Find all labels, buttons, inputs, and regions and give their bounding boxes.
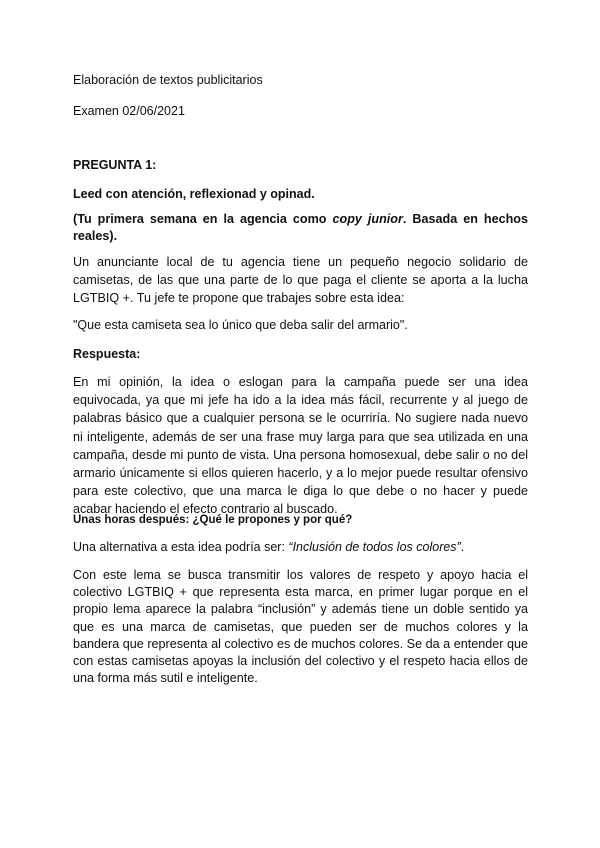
answer-title: Respuesta: (73, 347, 141, 361)
question-context (73, 211, 528, 245)
context-post: . Basada en hechos reales). (73, 212, 529, 243)
question-instruction: Leed con atención, reflexionad y opinad. (73, 187, 315, 201)
alt-pre: Una alternativa a esta idea podría ser: (73, 540, 289, 554)
course-title: Elaboración de textos publicitarios (73, 73, 263, 87)
alt-slogan: “Inclusión de todos los colores” (288, 540, 461, 554)
question-title: PREGUNTA 1: (73, 158, 157, 172)
exam-date: Examen 02/06/2021 (73, 104, 185, 118)
question-quote: "Que esta camiseta sea lo único que deba salir del armario". (73, 318, 408, 332)
answer-paragraph-1: En mi opinión, la idea o eslogan para la campaña puede ser una idea equivocada, ya que mi jefe ha ido a la idea más fácil, recurrente y al juego de palabras básico que a cualquier persona se le ocurriría. No sugiere nada nuevo ni inteligente, además de ser una frase muy larga para que sea utilizada en una campaña, desde mi punto de vista. Una persona homosexual, debe salir o no del armario únicamente si ellos quieren hacerlo, y a lo mejor puede resultar ofensivo para este colectivo, que una marca le diga lo que debe o no hacer y puede acabar haciendo el efecto contrario al buscado. (73, 375, 528, 517)
context-pre: (Tu primera semana en la agencia como (73, 212, 333, 226)
answer-paragraph-2: Con este lema se busca transmitir los valores de respeto y apoyo hacia el colectivo LGTBIQ + que representa esta marca, en primer lugar porque en el propio lema aparece la palabra “inclusión” y además tiene un doble sentido ya que es una marca de camisetas, que pueden ser de muchos colores y la bandera que representa al colectivo es de muchos colores. Se da a entender que con estas camisetas apoyas la inclusión del colectivo y el respeto hacia ellos de una forma más sutil e inteligente. (73, 568, 528, 686)
alt-post: . (460, 540, 465, 554)
context-italic: copy junior (332, 212, 403, 226)
question-scenario: Un anunciante local de tu agencia tiene un pequeño negocio solidario de camisetas, de las que una parte de lo que paga el cliente se aporta a la lucha LGTBIQ +. Tu jefe te propone que trabajes sobre esta idea: (73, 255, 528, 305)
alternative-line (73, 539, 528, 555)
followup-title: Unas horas después: ¿Qué le propones y por qué? (73, 514, 353, 526)
